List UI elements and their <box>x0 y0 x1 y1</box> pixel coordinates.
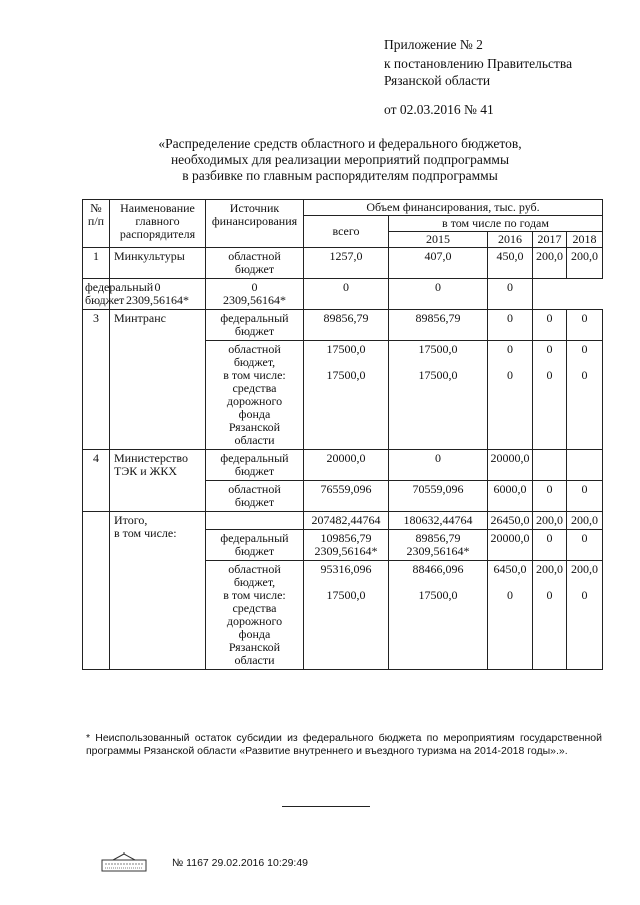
total-amount-line: 17500,0 <box>326 368 366 382</box>
table-row <box>83 248 603 279</box>
header-year: 2017 <box>533 232 567 248</box>
funding-source-line: фонда <box>238 407 271 421</box>
funding-source-line: бюджет, <box>233 355 276 369</box>
funding-source-line: федеральный <box>220 311 289 325</box>
amount-2015 <box>389 248 488 279</box>
amount-2017 <box>533 530 567 561</box>
amount-2015-line: 0 <box>435 451 441 465</box>
amount-2017 <box>533 341 567 450</box>
table-row <box>83 512 603 530</box>
funding-source-line: областной <box>228 562 281 576</box>
manager-name-line: Итого, <box>114 513 148 527</box>
manager-name <box>110 310 206 450</box>
amount-2015 <box>206 279 304 310</box>
funding-source <box>206 450 304 481</box>
manager-name <box>110 450 206 512</box>
amount-2018 <box>567 530 603 561</box>
title-line: в разбивке по главным распорядителям подпрограммы <box>182 168 498 183</box>
title-line: необходимых для реализации мероприятий подпрограммы <box>170 152 510 167</box>
funding-source-line: бюджет <box>234 324 275 338</box>
manager-name <box>110 248 206 279</box>
amount-2016-line: 0 <box>507 368 513 382</box>
header-volume: Объем финансирования, тыс. руб. <box>304 200 603 216</box>
total-amount <box>304 248 389 279</box>
table-row <box>83 279 603 310</box>
amount-2016 <box>488 530 533 561</box>
amount-2017-line: 0 <box>546 588 553 602</box>
amount-2017-line: 200,0 <box>536 562 563 576</box>
amount-2017 <box>389 279 488 310</box>
amount-2018-line: 0 <box>581 311 588 325</box>
total-amount-line: 17500,0 <box>326 588 366 602</box>
amount-2017 <box>533 248 567 279</box>
resolution-date-number: от 02.03.2016 № 41 <box>384 102 494 117</box>
funding-source-line: бюджет <box>234 464 275 478</box>
amount-2018-line: 0 <box>581 588 588 602</box>
amount-2017 <box>533 450 567 481</box>
amount-2018-line: 0 <box>581 342 588 356</box>
total-amount-line: 1257,0 <box>329 249 363 263</box>
amount-2018 <box>567 341 603 450</box>
amount-2015-line: 407,0 <box>424 249 452 263</box>
amount-2015-line: 17500,0 <box>418 342 458 356</box>
header-manager-line: главного <box>135 214 180 228</box>
amount-2015-line: 17500,0 <box>418 368 458 382</box>
total-amount-line: 109856,79 <box>320 531 372 545</box>
total-amount <box>304 561 389 670</box>
amount-2016 <box>488 450 533 481</box>
amount-2016-line: 26450,0 <box>490 513 530 527</box>
amount-2016-line: 20000,0 <box>490 531 530 545</box>
amount-2015-line: 89856,79 <box>415 531 461 545</box>
resolution-reference: к постановлению Правительства <box>384 56 573 71</box>
header-year: 2016 <box>488 232 533 248</box>
amount-2017-line: 0 <box>546 311 553 325</box>
amount-2017-line: 0 <box>435 280 441 294</box>
amount-2018 <box>488 279 533 310</box>
amount-2015 <box>389 481 488 512</box>
amount-2016-line: 0 <box>343 280 349 294</box>
divider-line <box>282 806 370 807</box>
funding-source-line: Рязанской <box>228 640 281 654</box>
amount-2016-line: 0 <box>507 588 513 602</box>
amount-2015-line: 2309,56164* <box>223 293 286 307</box>
total-amount <box>304 481 389 512</box>
registration-number: № 1167 29.02.2016 10:29:49 <box>172 857 309 869</box>
amount-2018 <box>567 310 603 341</box>
manager-name-line: Минкультуры <box>114 249 185 263</box>
funding-source-line: дорожного <box>226 614 283 628</box>
total-amount-line: 17500,0 <box>326 342 366 356</box>
amount-2016 <box>488 341 533 450</box>
funding-source-line: области <box>234 653 275 667</box>
funding-source-line: федеральный <box>220 451 289 465</box>
total-amount <box>304 512 389 530</box>
table-body <box>83 200 603 670</box>
document-title <box>100 136 580 184</box>
amount-2018-line: 200,0 <box>571 562 598 576</box>
amount-2015 <box>389 341 488 450</box>
header-total: всего <box>304 216 389 248</box>
funding-source-line: в том числе: <box>223 368 286 382</box>
amount-2016 <box>488 561 533 670</box>
amount-2015-line: 88466,096 <box>412 562 464 576</box>
total-amount-line: 2309,56164* <box>126 293 189 307</box>
amount-2018-line: 200,0 <box>571 513 598 527</box>
amount-2016-line: 0 <box>507 342 513 356</box>
funding-source <box>206 248 304 279</box>
manager-name-line: ТЭК и ЖКХ <box>114 464 178 478</box>
header-manager <box>110 200 206 248</box>
funding-source <box>206 310 304 341</box>
funding-source-line: в том числе: <box>223 588 286 602</box>
title-line: «Распределение средств областного и федерального бюджетов, <box>158 136 522 151</box>
amount-2016 <box>488 481 533 512</box>
header-source-line: Источник <box>229 201 280 215</box>
amount-2015 <box>389 310 488 341</box>
manager-name <box>110 512 206 670</box>
total-amount <box>304 341 389 450</box>
header-by-years: в том числе по годам <box>389 216 603 232</box>
total-amount-line: 76559,096 <box>320 482 372 496</box>
header-manager-line: Наименование <box>120 201 195 215</box>
amount-2017 <box>533 481 567 512</box>
amount-2017 <box>533 561 567 670</box>
header-num-line: п/п <box>87 214 105 228</box>
amount-2016-line: 0 <box>507 311 513 325</box>
registration-stamp-icon <box>101 852 147 874</box>
total-amount-line: 95316,096 <box>320 562 372 576</box>
amount-2017-line: 0 <box>546 368 553 382</box>
amount-2016-line: 450,0 <box>496 249 524 263</box>
funding-source-line: бюджет <box>234 544 275 558</box>
table-header-row <box>83 200 603 216</box>
amount-2015 <box>389 512 488 530</box>
table-row <box>83 450 603 481</box>
amount-2016 <box>488 512 533 530</box>
manager-name-line: Минтранс <box>114 311 166 325</box>
header-year: 2018 <box>567 232 603 248</box>
funding-source <box>206 481 304 512</box>
funding-source-line: федеральный <box>85 280 154 294</box>
amount-2015-line: 0 <box>251 280 258 294</box>
total-amount-line: 0 <box>154 280 161 294</box>
amount-2016-line: 6450,0 <box>493 562 527 576</box>
header-num <box>83 200 110 248</box>
row-number <box>83 512 110 670</box>
amount-2015-line: 70559,096 <box>412 482 464 496</box>
amount-2017-line: 0 <box>546 342 553 356</box>
total-amount <box>304 310 389 341</box>
funding-source-line: Рязанской <box>228 420 281 434</box>
manager-name-line: в том числе: <box>114 526 177 540</box>
amount-2018 <box>567 481 603 512</box>
funding-source-line: дорожного <box>226 394 283 408</box>
amount-2018 <box>567 512 603 530</box>
header-manager-line: распорядителя <box>119 227 196 241</box>
amount-2018-line: 200,0 <box>571 249 598 263</box>
funding-source-line: федеральный <box>220 531 289 545</box>
header-source <box>206 200 304 248</box>
amount-2017-line: 200,0 <box>536 513 563 527</box>
amount-2016-line: 6000,0 <box>493 482 527 496</box>
amount-2015 <box>389 530 488 561</box>
funding-source-line: областной <box>228 249 281 263</box>
header-num-line: № <box>90 201 102 215</box>
total-amount-line: 2309,56164* <box>314 544 378 558</box>
funding-source-line: фонда <box>238 627 271 641</box>
funding-source-line: средства <box>232 381 277 395</box>
amount-2015 <box>389 450 488 481</box>
funding-source-line: бюджет <box>85 293 125 307</box>
amount-2016 <box>488 248 533 279</box>
total-amount-line: 20000,0 <box>326 451 366 465</box>
region-name: Рязанской области <box>384 73 491 88</box>
funding-source-line: бюджет <box>234 262 275 276</box>
amount-2017-line: 0 <box>546 531 553 545</box>
funding-source-line: области <box>234 433 275 447</box>
table-row <box>83 310 603 341</box>
amount-2015-line: 89856,79 <box>415 311 461 325</box>
funding-source-line: средства <box>232 601 277 615</box>
header-year: 2015 <box>389 232 488 248</box>
funding-source-line: областной <box>228 342 281 356</box>
funding-source-line: бюджет, <box>233 575 276 589</box>
amount-2018-line: 0 <box>581 531 588 545</box>
amount-2018 <box>567 561 603 670</box>
amount-2015 <box>389 561 488 670</box>
funding-source <box>206 561 304 670</box>
amount-2015-line: 2309,56164* <box>406 544 470 558</box>
amount-2018 <box>567 248 603 279</box>
total-amount <box>304 450 389 481</box>
manager-name-line: Министерство <box>114 451 188 465</box>
row-number: 1 <box>83 248 110 279</box>
amount-2015-line: 180632,44764 <box>403 513 473 527</box>
footnote: * Неиспользованный остаток субсидии из федерального бюджета по мероприятиям государственной программы Рязанской области «Развитие внутреннего и въездного туризма на 2014-2018 годы».». <box>86 732 602 757</box>
amount-2017 <box>533 512 567 530</box>
amount-2015-line: 17500,0 <box>418 588 458 602</box>
funding-source-line: областной <box>228 482 281 496</box>
amount-2018-line: 0 <box>581 368 588 382</box>
funding-source <box>206 530 304 561</box>
total-amount <box>304 530 389 561</box>
total-amount-line: 207482,44764 <box>311 513 381 527</box>
financing-table <box>82 199 603 670</box>
total-amount-line: 89856,79 <box>323 311 369 325</box>
amount-2018-line: 0 <box>581 482 588 496</box>
funding-source-line: бюджет <box>234 495 275 509</box>
amount-2018 <box>567 450 603 481</box>
funding-source <box>206 341 304 450</box>
amount-2017 <box>533 310 567 341</box>
row-number: 4 <box>83 450 110 512</box>
amount-2018-line: 0 <box>507 280 513 294</box>
funding-source <box>83 279 154 310</box>
row-number: 3 <box>83 310 110 450</box>
amount-2017-line: 200,0 <box>536 249 563 263</box>
amount-2017-line: 0 <box>546 482 553 496</box>
amount-2016 <box>304 279 389 310</box>
header-source-line: финансирования <box>211 214 298 228</box>
appendix-label: Приложение № 2 <box>384 37 483 52</box>
amount-2016-line: 20000,0 <box>490 451 530 465</box>
amount-2016 <box>488 310 533 341</box>
funding-source <box>206 512 304 530</box>
